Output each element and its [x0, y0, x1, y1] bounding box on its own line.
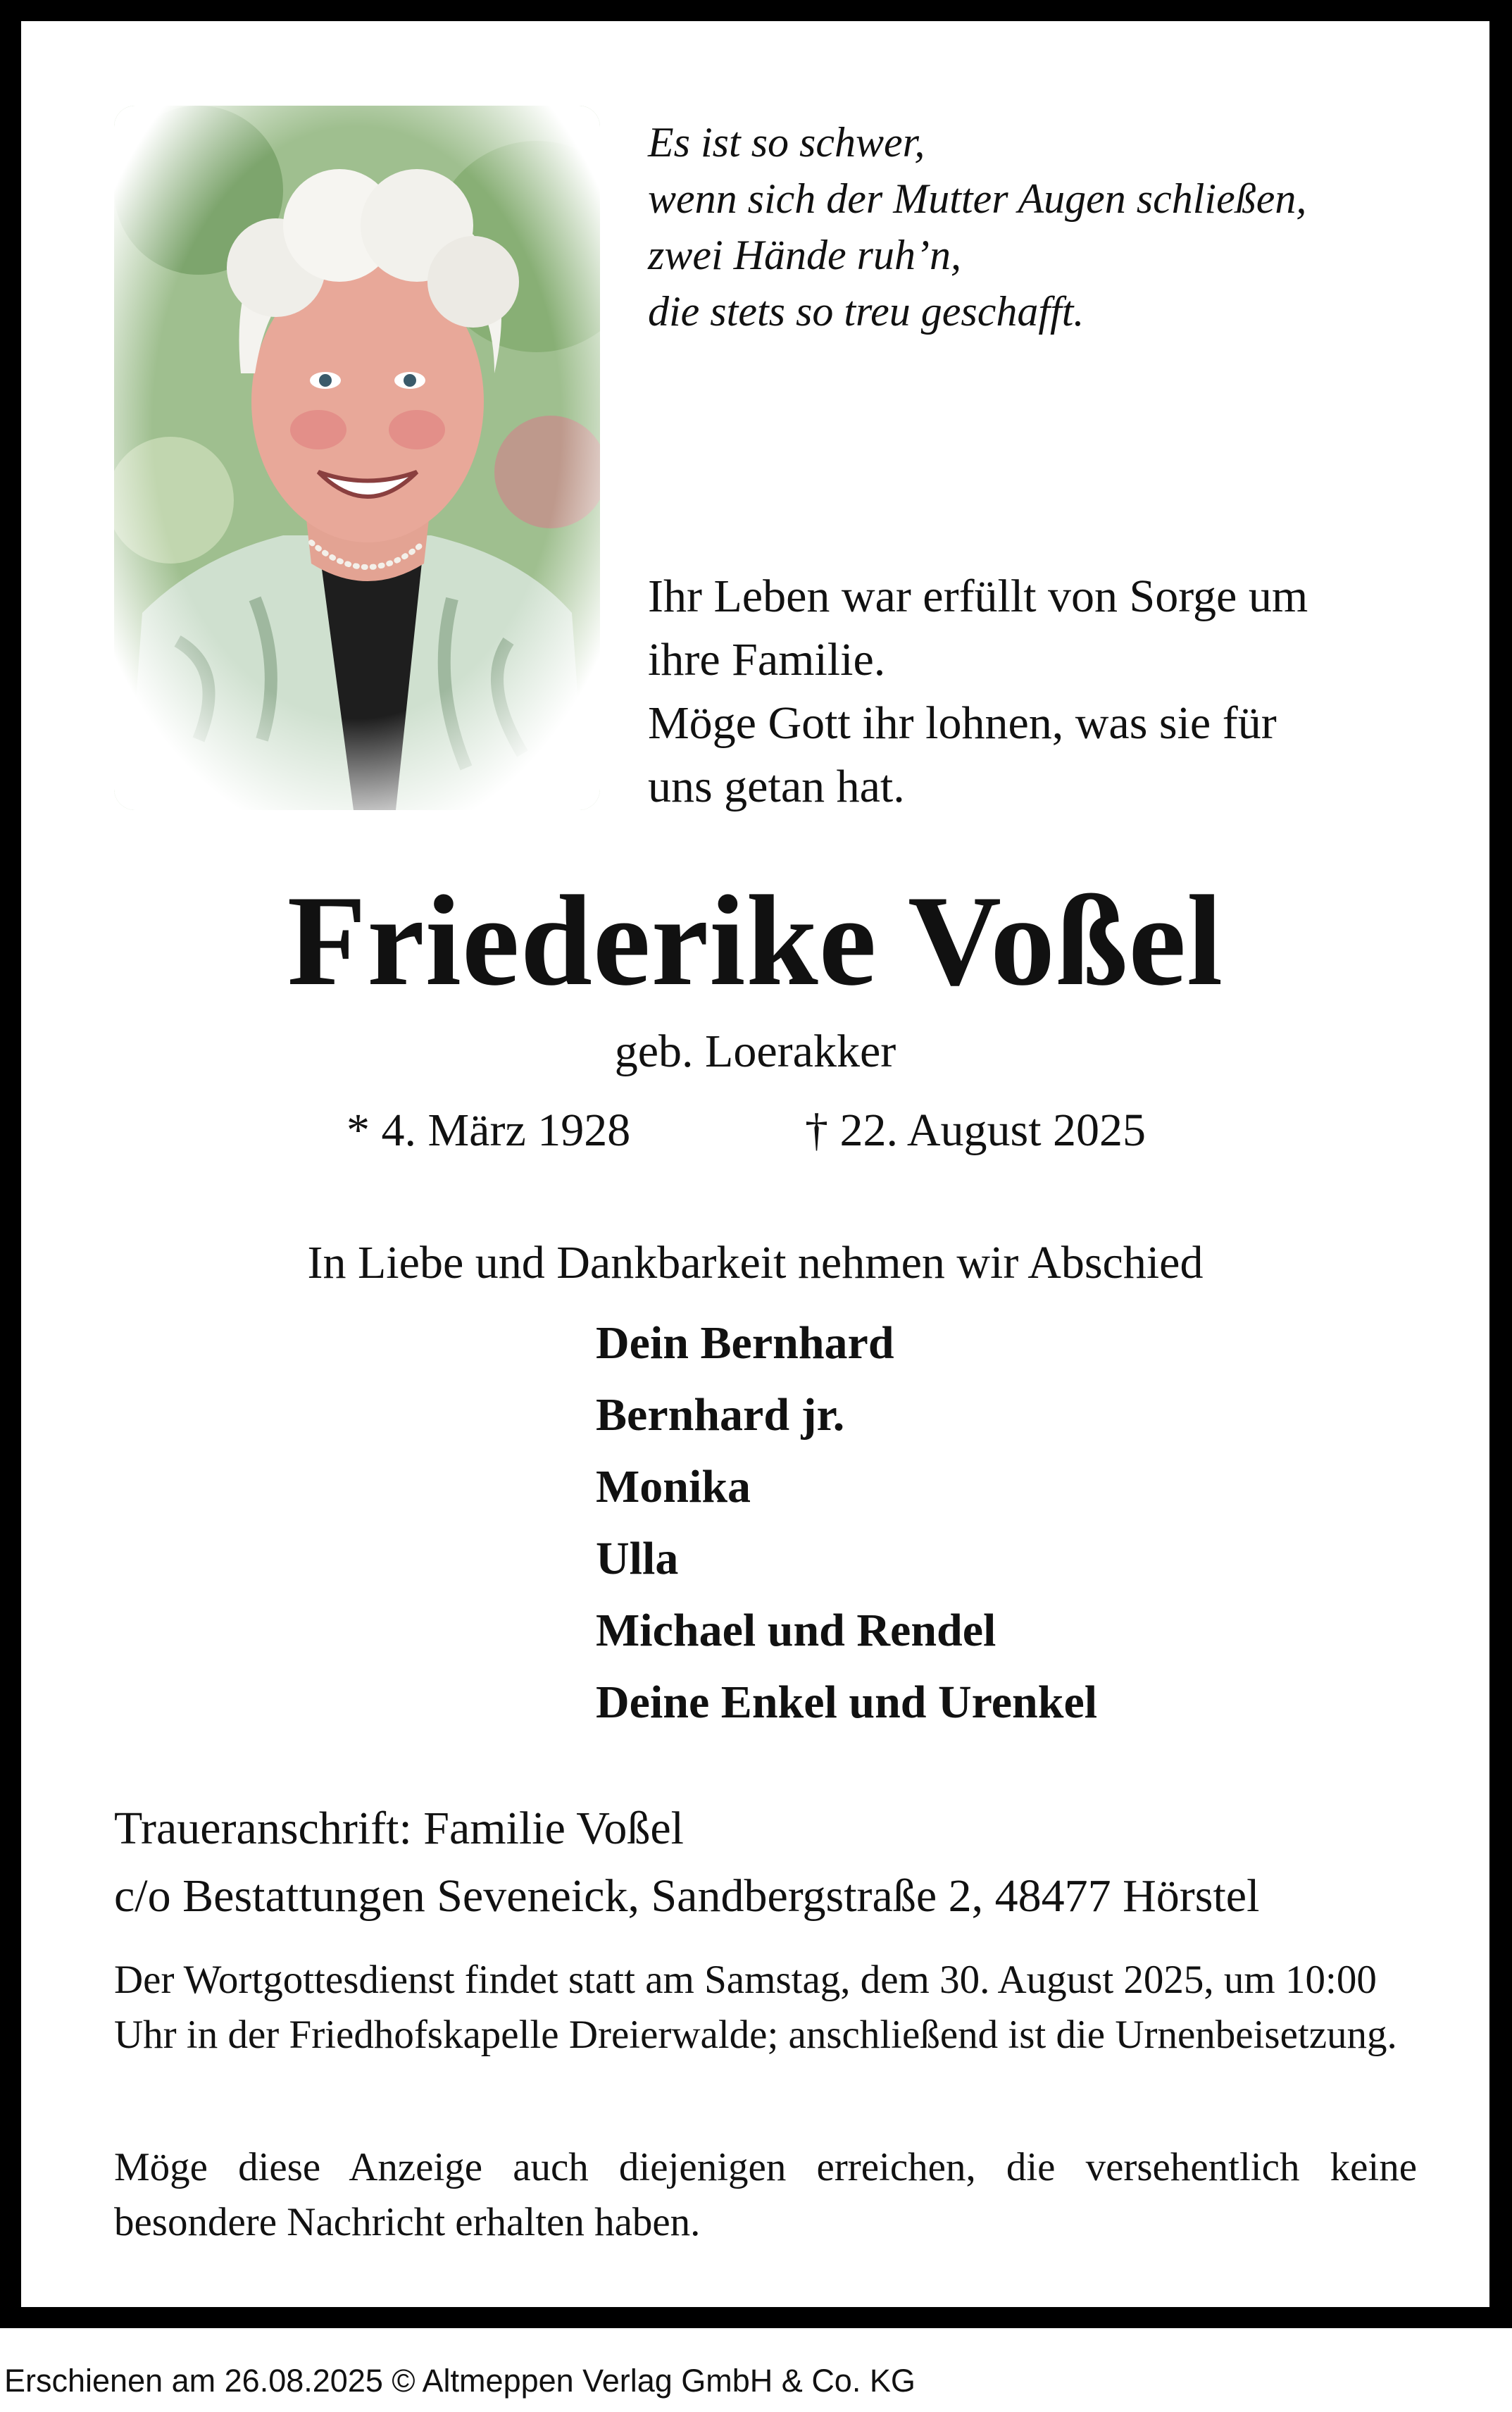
- address-line-1: Traueranschrift: Familie Voßel: [114, 1803, 685, 1854]
- portrait-photo: [114, 106, 600, 810]
- notice-text: Möge diese Anzeige auch diejenigen erreichen, die versehentlich keine besondere Nachricht erhalten haben.: [114, 2145, 1417, 2244]
- farewell-line: In Liebe und Dankbarkeit nehmen wir Abschied: [307, 1237, 1204, 1288]
- mourner-entry: Monika: [596, 1461, 751, 1512]
- tribute-line: Ihr Leben war erfüllt von Sorge um: [648, 571, 1308, 622]
- poem-line: Es ist so schwer,: [648, 119, 925, 166]
- mourner-entry: Bernhard jr.: [596, 1389, 845, 1441]
- deceased-name: Friederike Voßel: [287, 869, 1224, 1012]
- poem-verse: [648, 114, 1306, 340]
- mourning-address: [114, 1795, 1259, 1930]
- birth-date: * 4. März 1928: [346, 1105, 631, 1156]
- poem-line: die stets so treu geschafft.: [648, 288, 1085, 335]
- mourner-entry: Ulla: [596, 1533, 679, 1584]
- obituary-panel: [21, 21, 1489, 2307]
- tribute-line: ihre Familie.: [648, 634, 886, 685]
- poem-line: zwei Hände ruh’n,: [648, 232, 961, 278]
- poem-line: wenn sich der Mutter Augen schließen,: [648, 175, 1307, 222]
- mourner-entry: Deine Enkel und Urenkel: [596, 1677, 1098, 1728]
- service-info: Der Wortgottesdienst findet statt am Samstag, dem 30. August 2025, um 10:00 Uhr in der Friedhofskapelle Dreierwalde; anschließend ist die Urnenbeisetzung.: [114, 1958, 1397, 2057]
- portrait-illustration: [114, 106, 600, 810]
- tribute-line: uns getan hat.: [648, 761, 905, 812]
- mourner-entry: Michael und Rendel: [596, 1605, 996, 1656]
- death-date: † 22. August 2025: [805, 1105, 1147, 1156]
- life-tribute: [648, 565, 1308, 819]
- mourner-entry: Dein Bernhard: [596, 1317, 894, 1369]
- maiden-name: geb. Loerakker: [614, 1026, 896, 1077]
- address-line-2: c/o Bestattungen Seveneick, Sandbergstraße 2, 48477 Hörstel: [114, 1870, 1260, 1922]
- tribute-line: Möge Gott ihr lohnen, was sie für: [648, 697, 1277, 749]
- mourners-list: [596, 1307, 1097, 1739]
- publication-footer: Erschienen am 26.08.2025 © Altmeppen Verlag GmbH & Co. KG: [4, 2363, 916, 2399]
